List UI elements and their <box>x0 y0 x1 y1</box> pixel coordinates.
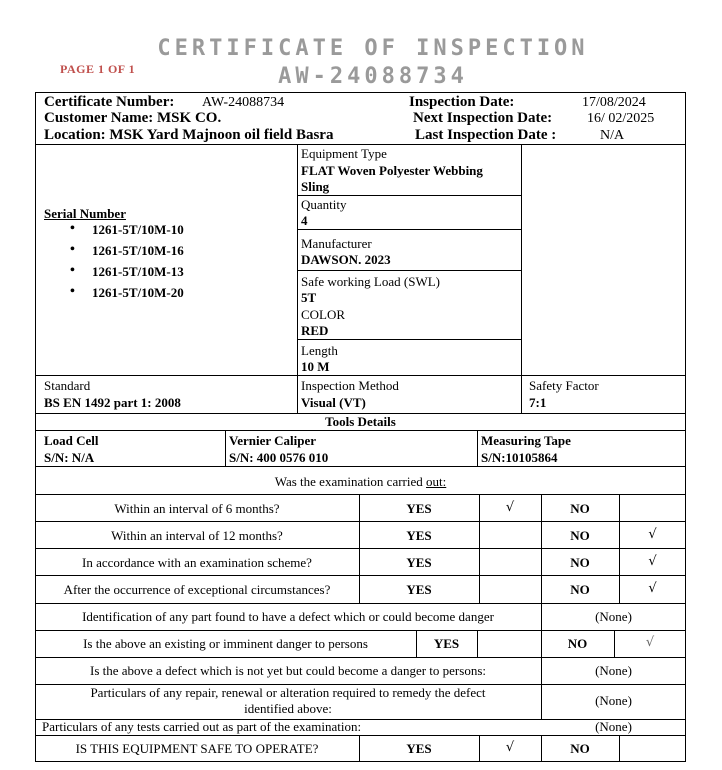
measuring-tape-label: Measuring Tape <box>481 433 571 448</box>
manufacturer-value: DAWSON. 2023 <box>301 252 391 267</box>
standard-label: Standard <box>44 378 91 393</box>
no-label: NO <box>567 636 588 651</box>
no-label: NO <box>570 501 590 516</box>
quantity-value: 4 <box>301 213 308 228</box>
yes-label: YES <box>406 501 432 516</box>
exam-question: Within an interval of 12 months? <box>111 528 283 543</box>
serial-item: • 1261-5T/10M-20 <box>70 285 184 306</box>
yes-label: YES <box>406 528 432 543</box>
check-mark: √ <box>648 527 657 542</box>
serial-item: • 1261-5T/10M-10 <box>70 222 184 243</box>
certificate-title: CERTIFICATE OF INSPECTION <box>157 36 589 61</box>
examination-question: Was the examination carried out: <box>274 474 447 489</box>
safety-factor-label: Safety Factor <box>529 378 599 393</box>
imminent-danger-question: Is the above an existing or imminent danger to persons <box>83 636 368 651</box>
cert-number-value: AW-24088734 <box>202 95 285 110</box>
manufacturer-label: Manufacturer <box>301 236 372 251</box>
repair-question: Particulars of any repair, renewal or alteration required to remedy the defect <box>90 685 486 700</box>
no-label: NO <box>570 582 590 597</box>
check-mark: √ <box>505 500 515 515</box>
cert-number-label: Certificate Number: <box>44 94 175 110</box>
tests-answer: (None) <box>595 719 632 734</box>
location: Location: MSK Yard Majnoon oil field Basra <box>44 127 334 143</box>
check-mark: √ <box>648 554 657 569</box>
equipment-type-value-2: Sling <box>301 179 330 194</box>
vernier-caliper-sn: S/N: 400 0576 010 <box>229 450 329 465</box>
swl-label: Safe working Load (SWL) <box>301 274 440 289</box>
yes-label: YES <box>433 636 460 651</box>
defect-identification-answer: (None) <box>595 609 632 624</box>
check-mark: √ <box>645 635 655 650</box>
exam-question: After the occurrence of exceptional circumstances? <box>63 582 331 597</box>
serial-number-label: Serial Number <box>44 206 126 221</box>
quantity-label: Quantity <box>301 197 347 212</box>
length-value: 10 M <box>301 359 330 374</box>
load-cell-sn: S/N: N/A <box>44 450 95 465</box>
certificate-number-title: AW-24088734 <box>278 64 468 89</box>
no-label: NO <box>570 741 590 756</box>
exam-question: Within an interval of 6 months? <box>114 501 280 516</box>
customer-name: Customer Name: MSK CO. <box>44 110 222 126</box>
color-value: RED <box>301 323 329 338</box>
repair-answer: (None) <box>595 693 632 708</box>
future-defect-answer: (None) <box>595 663 632 678</box>
tests-question: Particulars of any tests carried out as part of the examination: <box>42 719 362 734</box>
equipment-type-label: Equipment Type <box>301 146 387 161</box>
last-inspection-label: Last Inspection Date : <box>415 127 557 143</box>
safe-to-operate-question: IS THIS EQUIPMENT SAFE TO OPERATE? <box>75 741 319 756</box>
inspection-method-label: Inspection Method <box>301 378 399 393</box>
color-label: COLOR <box>301 307 346 322</box>
equipment-type-value: FLAT Woven Polyester Webbing <box>301 163 483 178</box>
tools-details-title: Tools Details <box>325 414 396 429</box>
serial-item: • 1261-5T/10M-16 <box>70 243 184 264</box>
check-mark: √ <box>648 581 657 596</box>
length-label: Length <box>301 343 338 358</box>
yes-label: YES <box>406 741 432 756</box>
page-label: PAGE 1 OF 1 <box>60 62 136 76</box>
inspection-method-value: Visual (VT) <box>301 395 366 410</box>
inspection-date-value: 17/08/2024 <box>582 95 646 110</box>
future-defect-question: Is the above a defect which is not yet but could become a danger to persons: <box>89 663 486 678</box>
defect-identification-question: Identification of any part found to have a defect which or could become danger <box>82 609 494 624</box>
yes-label: YES <box>406 555 432 570</box>
next-inspection-value: 16/ 02/2025 <box>587 111 655 126</box>
load-cell-label: Load Cell <box>44 433 99 448</box>
inspection-date-label: Inspection Date: <box>409 94 515 110</box>
no-label: NO <box>570 528 590 543</box>
swl-value: 5T <box>301 290 317 305</box>
last-inspection-value: N/A <box>600 128 625 143</box>
repair-question-line2: identified above: <box>244 701 332 716</box>
serial-list <box>70 222 184 306</box>
no-label: NO <box>570 555 590 570</box>
check-mark: √ <box>505 740 515 755</box>
vernier-caliper-label: Vernier Caliper <box>229 433 317 448</box>
serial-item: • 1261-5T/10M-13 <box>70 264 184 285</box>
yes-label: YES <box>406 582 432 597</box>
next-inspection-label: Next Inspection Date: <box>413 110 553 126</box>
measuring-tape-sn: S/N:10105864 <box>481 450 558 465</box>
exam-question: In accordance with an examination scheme? <box>82 555 312 570</box>
safety-factor-value: 7:1 <box>529 395 547 410</box>
standard-value: BS EN 1492 part 1: 2008 <box>44 395 181 410</box>
